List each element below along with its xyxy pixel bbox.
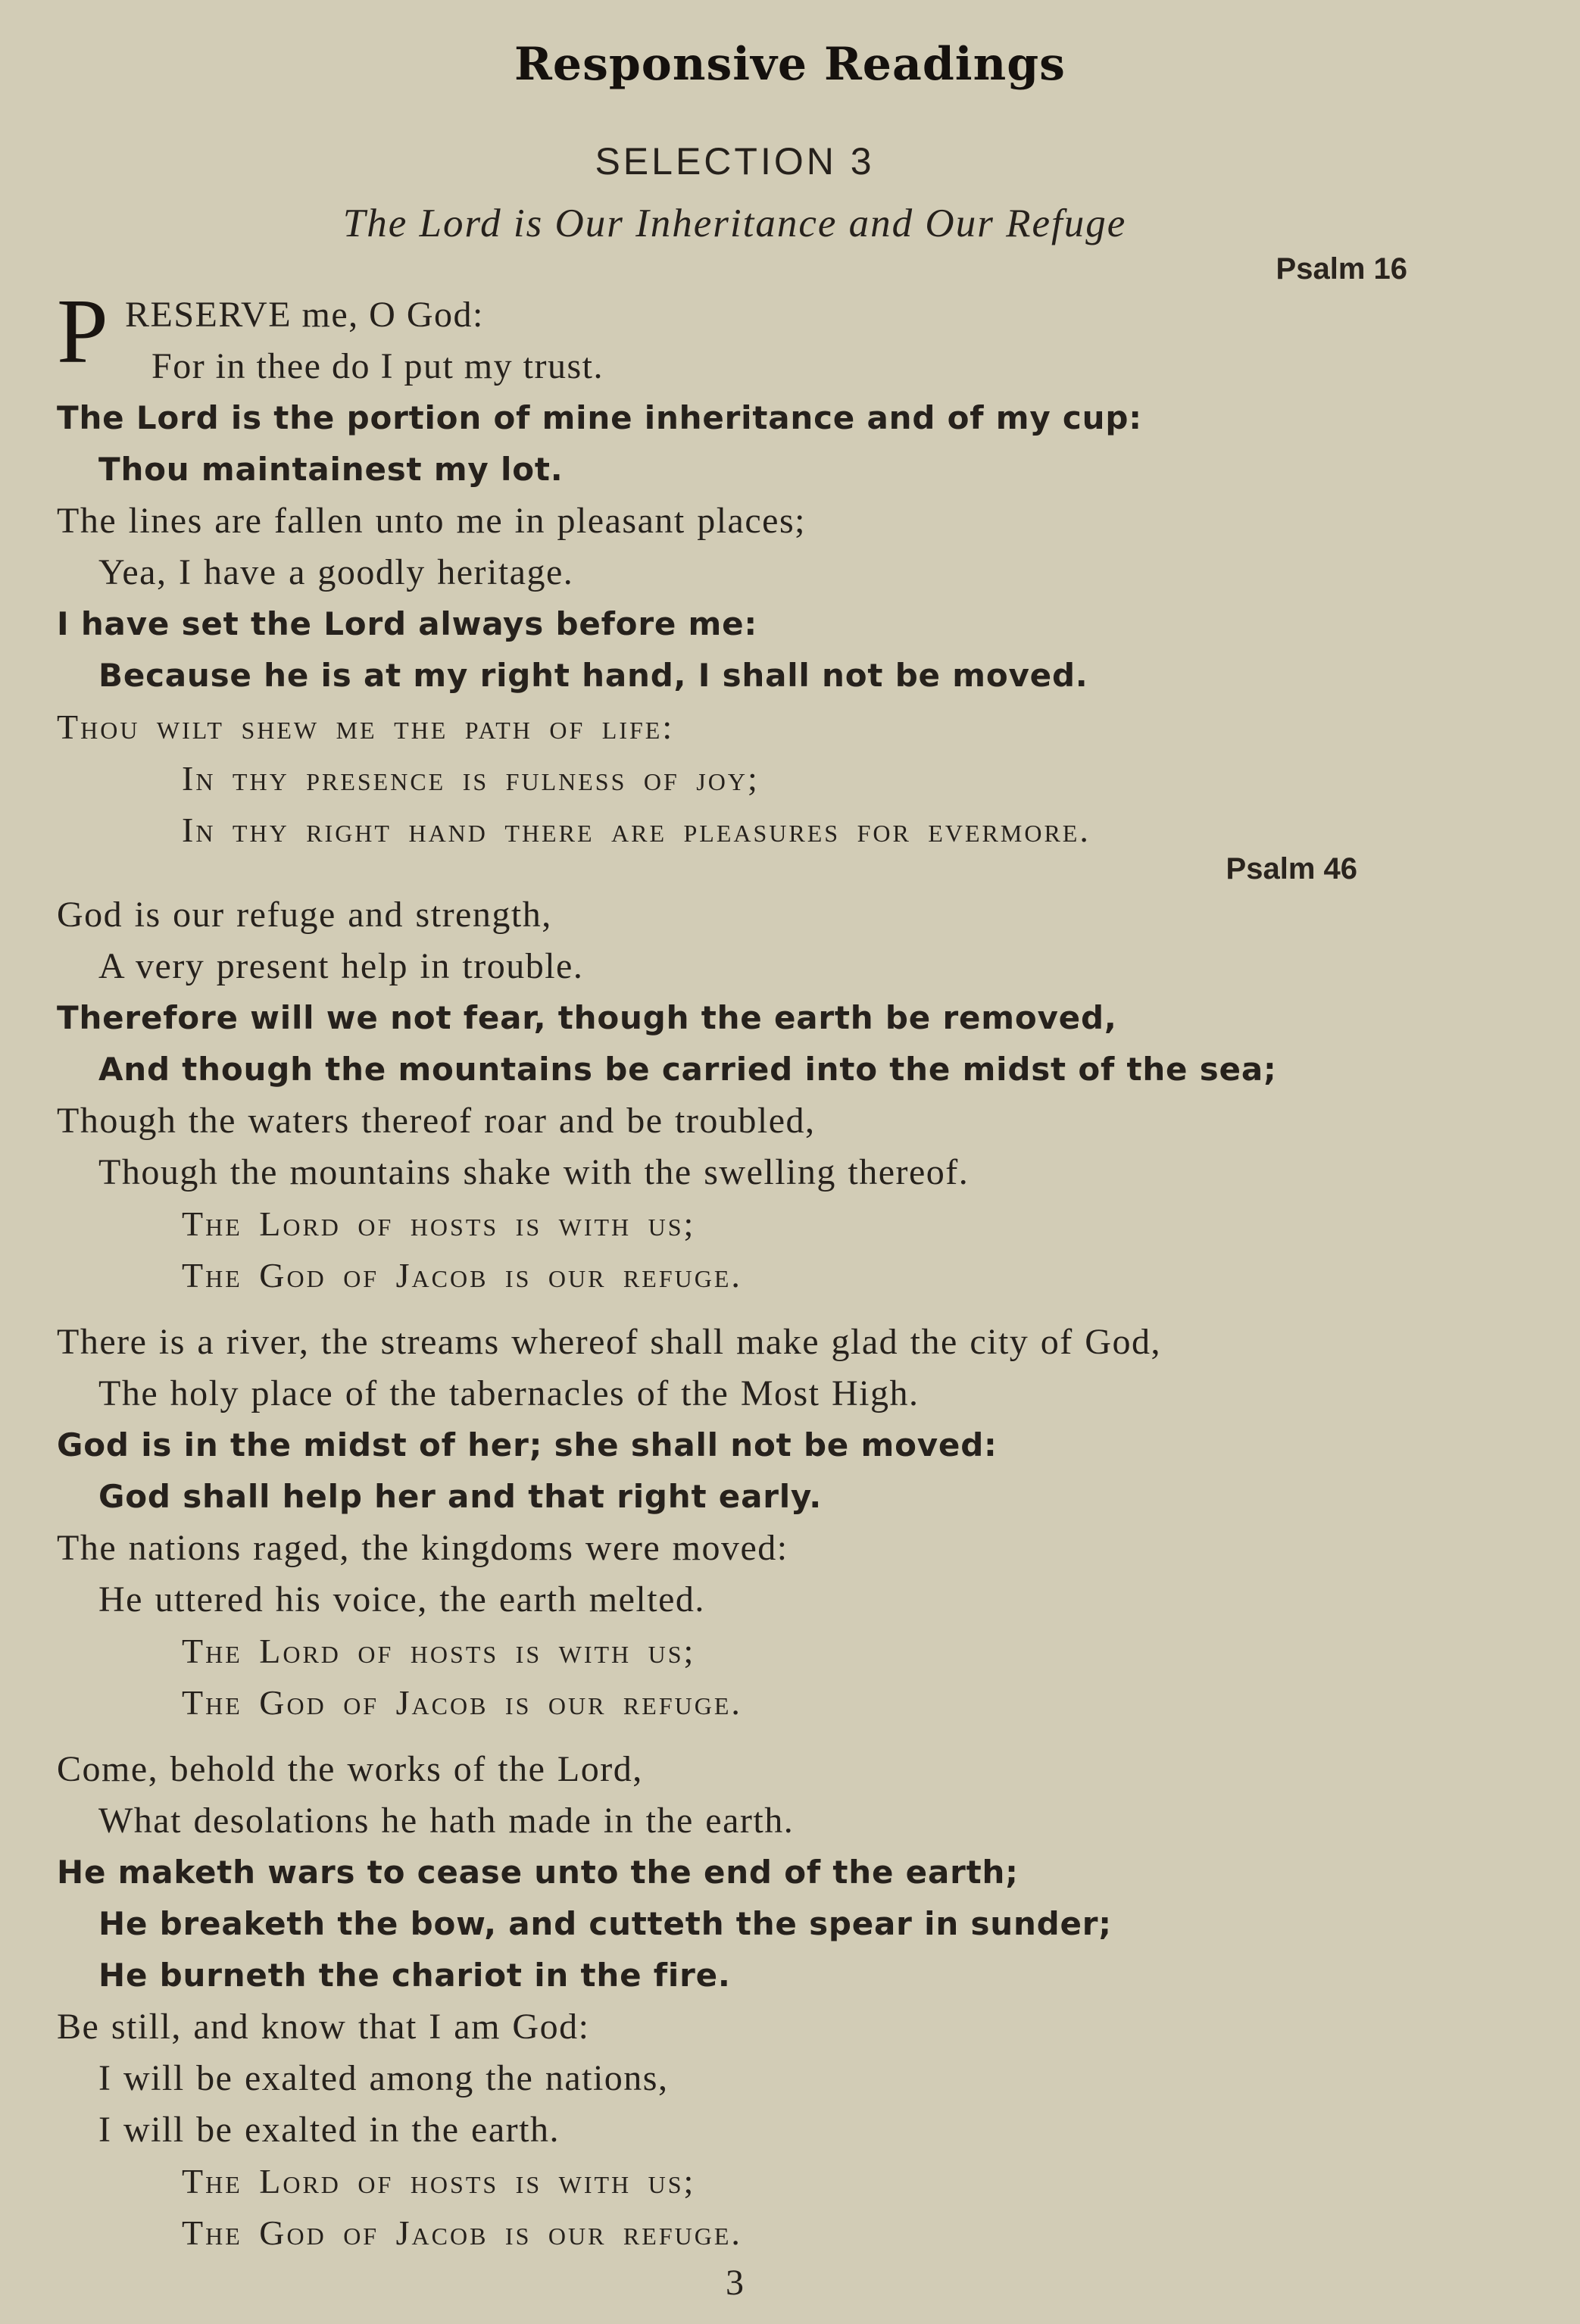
verse-text: RESERVE me, O God: [125,295,484,335]
people-response: He burneth the chariot in the fire. [98,1957,731,1994]
minister-line: He uttered his voice, the earth melted. [98,1579,705,1620]
people-response: God is in the midst of her; she shall not be moved: [57,1426,998,1463]
unison-line: The God of Jacob is our refuge. [182,2213,742,2252]
unison-line: The Lord of hosts is with us; [182,2162,696,2201]
drop-cap: P [57,280,108,383]
people-response: He breaketh the bow, and cutteth the spear in sunder; [98,1905,1112,1942]
psalm-16-reference: Psalm 16 [1276,252,1407,286]
stanza-gap [57,1301,1428,1317]
unison-line: The God of Jacob is our refuge. [182,1256,742,1295]
minister-line: A very present help in trouble. [98,946,584,986]
page-number: 3 [726,2263,744,2303]
minister-line: What desolations he hath made in the earth. [98,1801,795,1841]
people-response: I have set the Lord always before me: [57,605,757,642]
psalm-46-reference: Psalm 46 [1226,852,1357,886]
minister-line: Be still, and know that I am God: [57,2007,590,2047]
verse-line [57,341,1428,392]
unison-line: The God of Jacob is our refuge. [182,1683,742,1722]
verse-text: For in thee do I put my trust. [151,346,604,386]
unison-line: In thy right hand there are pleasures for evermore. [182,811,1091,849]
unison-line: The Lord of hosts is with us; [182,1632,696,1670]
people-response: God shall help her and that right early. [98,1478,822,1515]
minister-line: God is our refuge and strength, [57,895,552,935]
minister-line: Yea, I have a goodly heritage. [98,552,574,592]
minister-line: The nations raged, the kingdoms were moved: [57,1528,788,1568]
people-response: Because he is at my right hand, I shall not be moved. [98,657,1088,694]
people-response: He maketh wars to cease unto the end of the earth; [57,1854,1019,1891]
minister-line: There is a river, the streams whereof shall make glad the city of God, [57,1322,1161,1362]
psalm-divider [57,852,1428,889]
minister-line: I will be exalted among the nations, [98,2058,669,2098]
unison-line: Thou wilt shew me the path of life: [57,708,675,746]
page-header-title: Responsive Readings [514,38,1066,91]
people-response: And though the mountains be carried into the midst of the sea; [98,1051,1277,1088]
minister-line: The lines are fallen unto me in pleasant places; [57,501,806,541]
stanza-gap [57,1729,1428,1744]
selection-heading: SELECTION 3 [595,140,875,183]
reading-body [57,280,1428,2259]
people-response: The Lord is the portion of mine inheritance and of my cup: [57,399,1142,436]
minister-line: Though the mountains shake with the swelling thereof. [98,1152,970,1192]
minister-line: I will be exalted in the earth. [98,2110,560,2150]
unison-line: The Lord of hosts is with us; [182,1204,696,1243]
unison-line: In thy presence is fulness of joy; [182,759,760,798]
minister-line: Come, behold the works of the Lord, [57,1749,643,1789]
minister-line: Though the waters thereof roar and be troubled, [57,1101,816,1141]
selection-subtitle: The Lord is Our Inheritance and Our Refuge [342,201,1127,245]
people-response: Thou maintainest my lot. [98,451,564,488]
people-response: Therefore will we not fear, though the earth be removed, [57,999,1117,1036]
minister-line: The holy place of the tabernacles of the Most High. [98,1373,920,1413]
